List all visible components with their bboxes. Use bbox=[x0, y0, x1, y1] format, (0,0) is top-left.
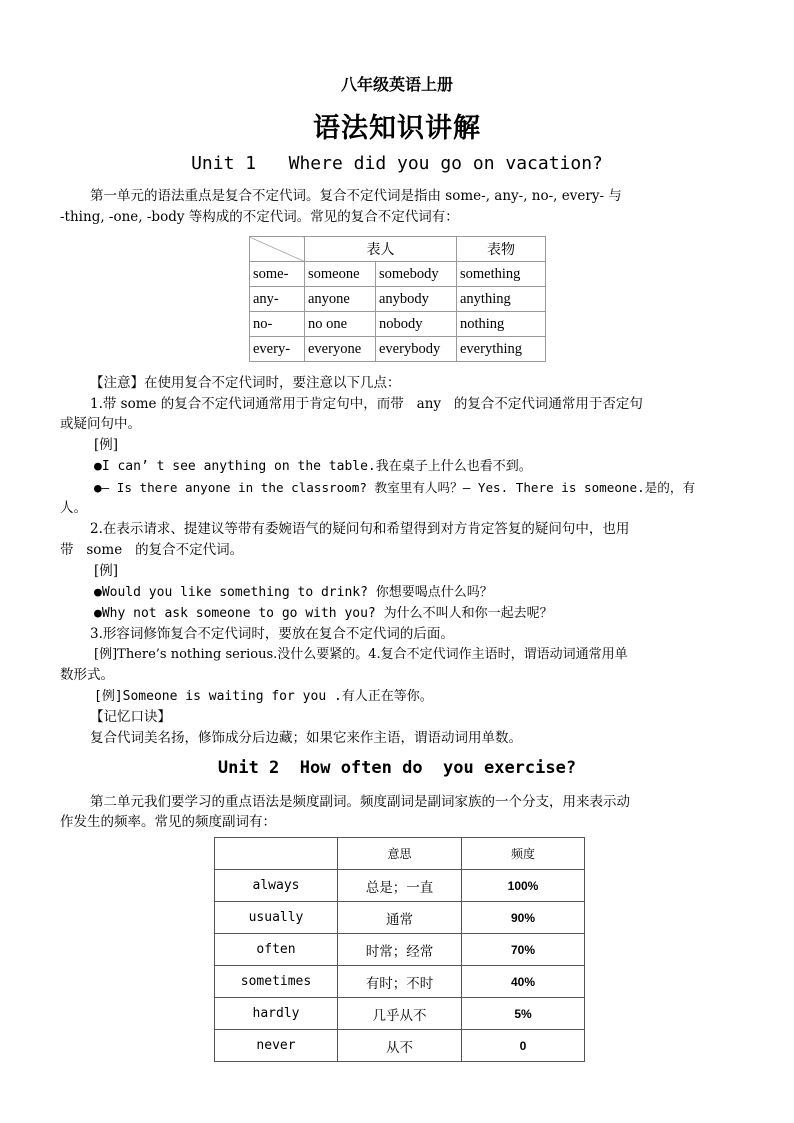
frequency-cell: 70% bbox=[462, 934, 585, 966]
adverb-cell: usually bbox=[215, 902, 338, 934]
table-corner-cell bbox=[250, 237, 305, 262]
adverb-cell: always bbox=[215, 870, 338, 902]
memo-title: 【记忆口诀】 bbox=[90, 709, 171, 725]
unit1-heading: Unit 1 Where did you go on vacation? bbox=[191, 153, 603, 174]
meaning-cell: 有时；不时 bbox=[338, 966, 462, 998]
table-cell: anyone bbox=[305, 287, 376, 312]
frequency-cell: 0 bbox=[462, 1030, 585, 1062]
header-meaning: 意思 bbox=[338, 838, 462, 870]
unit1-intro-line1: 第一单元的语法重点是复合不定代词。复合不定代词是指由 some-, any-, no-, every- 与 bbox=[90, 188, 622, 204]
meaning-cell: 几乎从不 bbox=[338, 998, 462, 1030]
table-row bbox=[215, 870, 585, 902]
example-1-text: ●I can’ t see anything on the table.我在桌子上什么也看不到。 bbox=[94, 459, 532, 474]
point3-example-line2: 数形式。 bbox=[60, 667, 114, 683]
header-blank bbox=[215, 838, 338, 870]
example-2-line1: ●— Is there anyone in the classroom? 教室里有人吗？— Yes. There is someone.是的，有 bbox=[94, 480, 696, 495]
frequency-cell: 5% bbox=[462, 998, 585, 1030]
point3-example-line1: [例]There’s nothing serious.没什么要紧的。4.复合不定代词作主语时，谓语动词通常用单 bbox=[94, 647, 628, 662]
table-header-row bbox=[215, 838, 585, 870]
example-label-1: [例] bbox=[94, 437, 119, 453]
point1-line1: 1.带 some 的复合不定代词通常用于肯定句中，而带 any 的复合不定代词通常用于否定句 bbox=[90, 396, 643, 412]
table-cell: no one bbox=[305, 312, 376, 337]
table-cell: anybody bbox=[376, 287, 457, 312]
adverb-cell: never bbox=[215, 1030, 338, 1062]
frequency-cell: 90% bbox=[462, 902, 585, 934]
example-3-text: ●Would you like something to drink? 你想要喝点什么吗？ bbox=[94, 585, 493, 600]
example-3 bbox=[94, 582, 766, 603]
point4-example bbox=[94, 686, 766, 707]
main-title: 语法知识讲解 bbox=[313, 113, 481, 144]
example-4-text: ●Why not ask someone to go with you? 为什么不叫人和你一起去呢？ bbox=[94, 606, 553, 621]
point3: 3.形容词修饰复合不定代词时，要放在复合不定代词的后面。 bbox=[90, 626, 454, 642]
table-row bbox=[250, 262, 546, 287]
adverb-cell: often bbox=[215, 934, 338, 966]
table-header-row bbox=[250, 237, 546, 262]
adverb-cell: hardly bbox=[215, 998, 338, 1030]
example-label-2: [例] bbox=[94, 563, 119, 579]
example-4 bbox=[94, 603, 766, 624]
point2-line1: 2.在表示请求、提建议等带有委婉语气的疑问句和希望得到对方肯定答复的疑问句中，也用 bbox=[90, 521, 630, 537]
note-title: 【注意】在使用复合不定代词时，要注意以下几点： bbox=[90, 375, 401, 391]
unit2-intro-line1: 第二单元我们要学习的重点语法是频度副词。频度副词是副词家族的一个分支，用来表示动 bbox=[90, 794, 630, 810]
table-cell: somebody bbox=[376, 262, 457, 287]
example-1 bbox=[94, 456, 766, 477]
pronoun-table bbox=[249, 236, 546, 362]
table-cell: nobody bbox=[376, 312, 457, 337]
table-cell: everything bbox=[457, 337, 546, 362]
unit2-intro-line2: 作发生的频率。常见的频度副词有： bbox=[60, 814, 276, 830]
meaning-cell: 从不 bbox=[338, 1030, 462, 1062]
unit1-intro-line2: -thing, -one, -body 等构成的不定代词。常见的复合不定代词有： bbox=[60, 209, 459, 225]
table-row bbox=[250, 287, 546, 312]
table-cell: everybody bbox=[376, 337, 457, 362]
table-cell: something bbox=[457, 262, 546, 287]
table-cell: any- bbox=[250, 287, 305, 312]
grade-title: 八年级英语上册 bbox=[340, 75, 453, 94]
unit2-heading: Unit 2 How often do you exercise? bbox=[217, 758, 577, 778]
frequency-table bbox=[214, 837, 585, 1062]
header-people: 表人 bbox=[305, 237, 457, 262]
adverb-cell: sometimes bbox=[215, 966, 338, 998]
meaning-cell: 通常 bbox=[338, 902, 462, 934]
header-things: 表物 bbox=[457, 237, 546, 262]
table-cell: someone bbox=[305, 262, 376, 287]
table-row bbox=[250, 337, 546, 362]
frequency-cell: 40% bbox=[462, 966, 585, 998]
table-row bbox=[215, 1030, 585, 1062]
point4-example-text: [例]Someone is waiting for you .有人正在等你。 bbox=[94, 689, 433, 704]
meaning-cell: 总是；一直 bbox=[338, 870, 462, 902]
table-cell: nothing bbox=[457, 312, 546, 337]
frequency-cell: 100% bbox=[462, 870, 585, 902]
example-2-line2: 人。 bbox=[60, 500, 87, 516]
table-row bbox=[215, 998, 585, 1030]
memo-text: 复合代词美名扬，修饰成分后边藏；如果它来作主语，谓语动词用单数。 bbox=[90, 730, 522, 746]
table-cell: everyone bbox=[305, 337, 376, 362]
table-cell: anything bbox=[457, 287, 546, 312]
table-row bbox=[215, 902, 585, 934]
meaning-cell: 时常；经常 bbox=[338, 934, 462, 966]
table-cell: some- bbox=[250, 262, 305, 287]
header-frequency: 频度 bbox=[462, 838, 585, 870]
point1-line2: 或疑问句中。 bbox=[60, 416, 141, 432]
table-row bbox=[215, 966, 585, 998]
table-row bbox=[250, 312, 546, 337]
table-cell: every- bbox=[250, 337, 305, 362]
point2-line2: 带 some 的复合不定代词。 bbox=[60, 542, 244, 558]
table-cell: no- bbox=[250, 312, 305, 337]
table-row bbox=[215, 934, 585, 966]
